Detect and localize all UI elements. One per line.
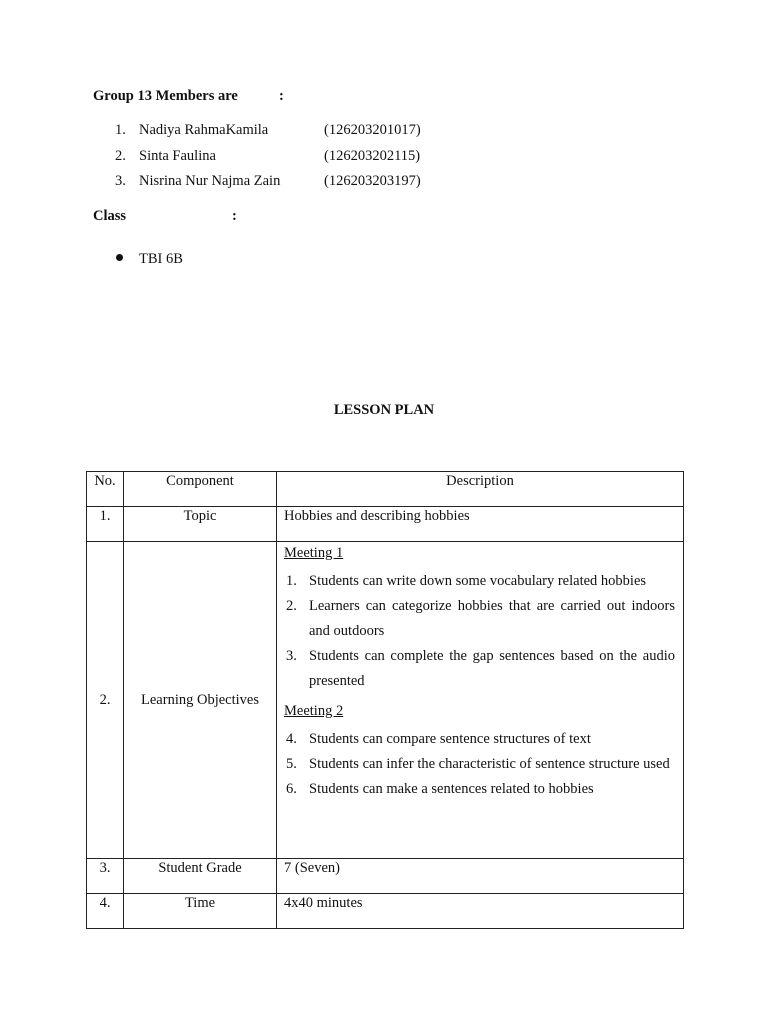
objectives-cell: [277, 542, 684, 859]
row-number: 2.: [87, 542, 124, 859]
member-number: 1.: [115, 122, 126, 138]
row-component: Topic: [124, 507, 277, 542]
member-number: 3.: [115, 173, 126, 189]
row-description: 7 (Seven): [277, 859, 684, 894]
item-text: Students can infer the characteristic of sentence structure used: [309, 756, 670, 772]
row-number: 4.: [87, 894, 124, 929]
class-colon: :: [232, 208, 237, 224]
meeting-1-list: [284, 569, 675, 694]
lesson-plan-title: LESSON PLAN: [333, 402, 435, 418]
row-component: Time: [124, 894, 277, 929]
header-component: Component: [124, 472, 277, 507]
item-number: 3.: [286, 648, 297, 664]
item-number: 4.: [286, 731, 297, 747]
member-name: Nadiya RahmaKamila: [139, 122, 269, 138]
member-name: Sinta Faulina: [139, 148, 216, 164]
table-row: [87, 542, 684, 859]
row-description: Hobbies and describing hobbies: [277, 507, 684, 542]
meeting-1-heading: Meeting 1: [284, 545, 344, 561]
list-item: [284, 727, 675, 752]
list-item: [284, 594, 675, 644]
list-item: [284, 777, 675, 802]
item-number: 5.: [286, 756, 297, 772]
header-no: No.: [87, 472, 124, 507]
item-number: 6.: [286, 781, 297, 797]
row-description: 4x40 minutes: [277, 894, 684, 929]
item-text: Students can write down some vocabulary related hobbies: [309, 573, 647, 589]
group-heading-colon: :: [279, 88, 284, 104]
row-component: Learning Objectives: [124, 542, 277, 859]
member-id: (126203201017): [324, 122, 421, 138]
member-number: 2.: [115, 148, 126, 164]
item-text: Students can compare sentence structures of text: [309, 731, 591, 747]
header-description: Description: [277, 472, 684, 507]
row-component: Student Grade: [124, 859, 277, 894]
row-number: 3.: [87, 859, 124, 894]
meeting-2-list: [284, 727, 675, 802]
group-heading: Group 13 Members are: [93, 88, 238, 104]
member-id: (126203202115): [324, 148, 421, 164]
bullet-icon: [116, 254, 123, 261]
list-item: [284, 644, 675, 694]
member-name: Nisrina Nur Najma Zain: [139, 173, 281, 189]
row-number: 1.: [87, 507, 124, 542]
item-number: 1.: [286, 573, 297, 589]
item-number: 2.: [286, 598, 297, 614]
item-text: Students can complete the gap sentences based on the audio presented: [309, 648, 675, 689]
meeting-2-heading: Meeting 2: [284, 703, 344, 719]
list-item: [284, 569, 675, 594]
list-item: [284, 752, 675, 777]
member-id: (126203203197): [324, 173, 421, 189]
table-row: [87, 894, 684, 929]
item-text: Learners can categorize hobbies that are carried out indoors and outdoors: [309, 598, 675, 639]
table-row: [87, 507, 684, 542]
table-row: [87, 859, 684, 894]
item-text: Students can make a sentences related to hobbies: [309, 781, 594, 797]
table-header-row: [87, 472, 684, 507]
lesson-plan-table: [86, 471, 684, 929]
class-value: TBI 6B: [139, 251, 183, 267]
class-label: Class: [93, 208, 127, 224]
